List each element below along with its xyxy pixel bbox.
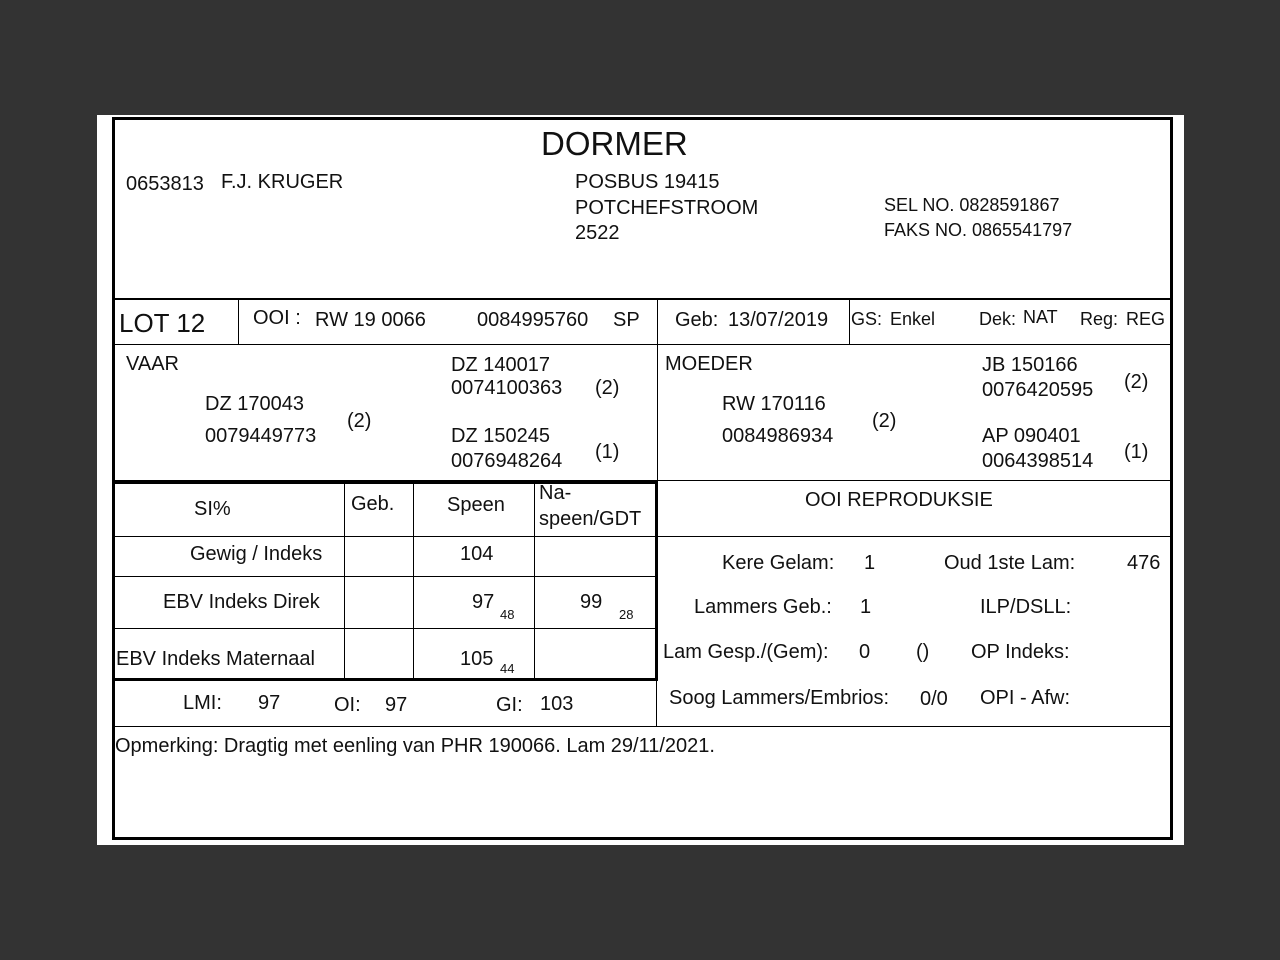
oud-value: 476 bbox=[1127, 552, 1161, 574]
vaar-dam-id: DZ 150245 bbox=[451, 425, 550, 447]
row-label: EBV Indeks Direk bbox=[163, 591, 320, 613]
lammers-label: Lammers Geb.: bbox=[694, 596, 832, 618]
si-table-border bbox=[655, 481, 658, 681]
moeder-sire-id: JB 150166 bbox=[982, 354, 1078, 376]
divider bbox=[657, 344, 658, 480]
card-border-left bbox=[112, 117, 115, 839]
gesp-value: 0 bbox=[859, 641, 871, 663]
op-label: OP Indeks: bbox=[971, 641, 1070, 663]
divider bbox=[656, 680, 657, 726]
speen-value: 104 bbox=[460, 543, 494, 565]
dek-label: Dek: bbox=[979, 309, 1017, 329]
moeder-dam-number: 0064398514 bbox=[982, 450, 1094, 472]
naspeen-value: 99 bbox=[580, 591, 603, 613]
si-header: SI% bbox=[194, 498, 231, 520]
speen-subscript: 48 bbox=[500, 607, 515, 622]
divider bbox=[658, 536, 1173, 537]
lmi-label: LMI: bbox=[183, 692, 222, 714]
ooi-label: OOI : bbox=[253, 307, 301, 329]
divider bbox=[344, 483, 345, 680]
ilp-label: ILP/DSLL: bbox=[980, 596, 1072, 618]
oi-label: OI: bbox=[334, 694, 361, 716]
divider bbox=[238, 298, 239, 344]
naspeen-subscript: 28 bbox=[619, 607, 634, 622]
moeder-dam-id: AP 090401 bbox=[982, 425, 1081, 447]
divider bbox=[413, 483, 414, 680]
ooi-number: 0084995760 bbox=[477, 309, 589, 331]
moeder-label: MOEDER bbox=[665, 353, 753, 375]
vaar-sire-id: DZ 140017 bbox=[451, 354, 550, 376]
vaar-dam-number: 0076948264 bbox=[451, 450, 563, 472]
row-label: Gewig / Indeks bbox=[190, 543, 323, 565]
reproduksie-title: OOI REPRODUKSIE bbox=[805, 489, 993, 511]
moeder-sire-rank: (2) bbox=[1124, 371, 1149, 393]
gesp-label: Lam Gesp./(Gem): bbox=[663, 641, 829, 663]
address-line-3: 2522 bbox=[575, 222, 620, 244]
speen-value: 105 bbox=[460, 648, 494, 670]
faks-number: FAKS NO. 0865541797 bbox=[884, 220, 1073, 240]
soog-value: 0/0 bbox=[920, 688, 948, 710]
kere-label: Kere Gelam: bbox=[722, 552, 835, 574]
kere-value: 1 bbox=[864, 552, 876, 574]
si-table-border bbox=[112, 481, 658, 484]
gem-value: () bbox=[916, 641, 930, 663]
breed-title: DORMER bbox=[541, 125, 688, 162]
address-line-1: POSBUS 19415 bbox=[575, 171, 720, 193]
moeder-rank: (2) bbox=[872, 410, 897, 432]
ooi-suffix: SP bbox=[613, 309, 640, 331]
gi-label: GI: bbox=[496, 694, 523, 716]
gs-value: Enkel bbox=[890, 309, 936, 329]
address-line-2: POTCHEFSTROOM bbox=[575, 197, 759, 219]
soog-label: Soog Lammers/Embrios: bbox=[669, 687, 890, 709]
moeder-sire-number: 0076420595 bbox=[982, 379, 1094, 401]
ooi-id: RW 19 0066 bbox=[315, 309, 426, 331]
geb-label: Geb: bbox=[675, 309, 719, 331]
vaar-label: VAAR bbox=[126, 353, 179, 375]
lmi-value: 97 bbox=[258, 692, 281, 714]
divider bbox=[849, 298, 850, 344]
lammers-value: 1 bbox=[860, 596, 872, 618]
vaar-id: DZ 170043 bbox=[205, 393, 304, 415]
divider bbox=[112, 576, 657, 577]
oud-label: Oud 1ste Lam: bbox=[944, 552, 1076, 574]
dek-value: NAT bbox=[1023, 307, 1058, 327]
reg-label: Reg: bbox=[1080, 309, 1119, 329]
sel-number: SEL NO. 0828591867 bbox=[884, 195, 1060, 215]
vaar-sire-number: 0074100363 bbox=[451, 377, 563, 399]
opi-label: OPI - Afw: bbox=[980, 687, 1071, 709]
moeder-dam-rank: (1) bbox=[1124, 441, 1149, 463]
divider bbox=[657, 298, 658, 344]
row-label: EBV Indeks Maternaal bbox=[116, 648, 315, 670]
opmerking-text: Opmerking: Dragtig met eenling van PHR 190066. Lam 29/11/2021. bbox=[115, 735, 715, 757]
divider bbox=[112, 726, 1173, 727]
vaar-rank: (2) bbox=[347, 410, 372, 432]
geb-value: 13/07/2019 bbox=[728, 309, 829, 331]
divider bbox=[112, 536, 657, 537]
owner-code: 0653813 bbox=[126, 173, 204, 195]
reg-value: REG bbox=[1126, 309, 1166, 329]
moeder-id: RW 170116 bbox=[722, 393, 826, 415]
speen-header: Speen bbox=[447, 494, 505, 516]
card-border-right bbox=[1170, 117, 1173, 839]
vaar-number: 0079449773 bbox=[205, 425, 317, 447]
vaar-dam-rank: (1) bbox=[595, 441, 620, 463]
divider bbox=[112, 628, 657, 629]
owner-name: F.J. KRUGER bbox=[221, 171, 344, 193]
divider bbox=[534, 483, 535, 680]
divider bbox=[112, 344, 1173, 345]
speen-value: 97 bbox=[472, 591, 495, 613]
card-border-top bbox=[112, 117, 1173, 120]
naspeen-header-line2: speen/GDT bbox=[539, 508, 642, 530]
naspeen-header-line1: Na- bbox=[539, 482, 572, 504]
vaar-sire-rank: (2) bbox=[595, 377, 620, 399]
moeder-number: 0084986934 bbox=[722, 425, 834, 447]
speen-subscript: 44 bbox=[500, 661, 515, 676]
geb-header: Geb. bbox=[351, 493, 395, 515]
card-border-bottom bbox=[112, 837, 1173, 840]
lot-number: LOT 12 bbox=[119, 308, 206, 338]
si-table-border bbox=[112, 678, 658, 681]
oi-value: 97 bbox=[385, 694, 408, 716]
gi-value: 103 bbox=[540, 693, 574, 715]
divider bbox=[112, 298, 1173, 300]
gs-label: GS: bbox=[851, 309, 883, 329]
